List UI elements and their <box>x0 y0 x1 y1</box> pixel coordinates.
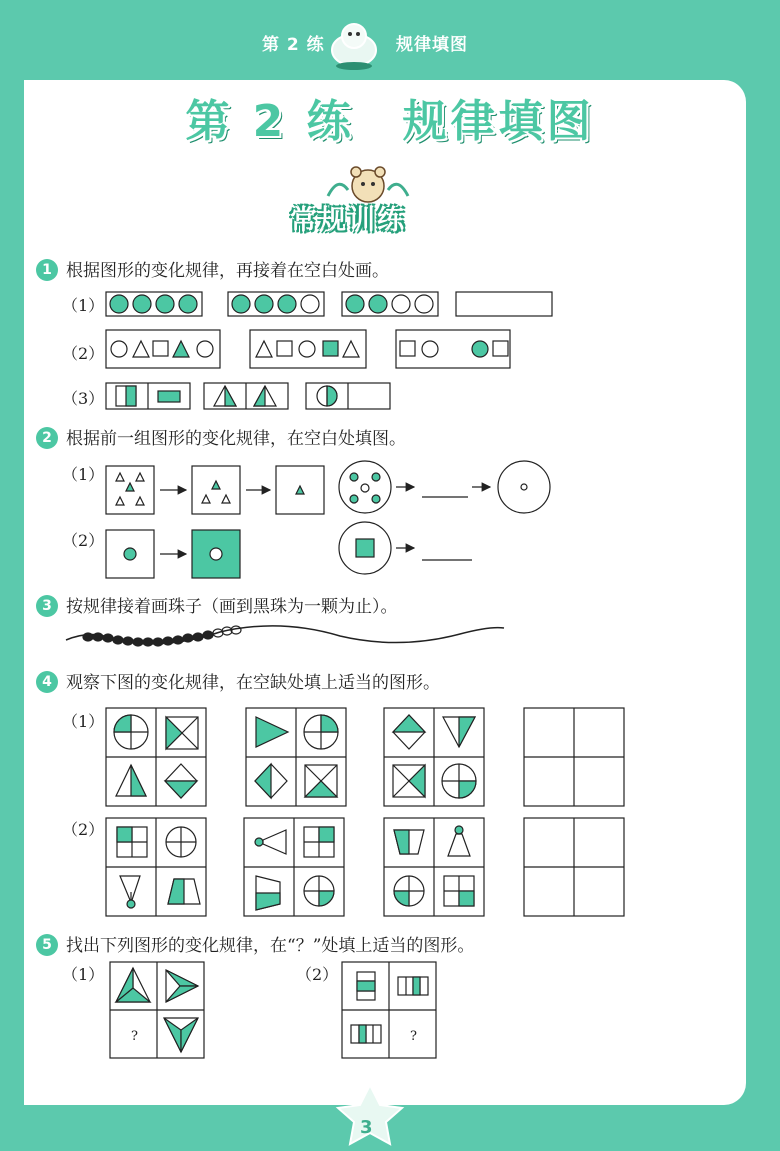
q5-2-question-mark: ? <box>410 1029 417 1044</box>
part-label: （2） <box>62 820 105 839</box>
q1-3-box1 <box>106 383 190 409</box>
q1-1-box3 <box>342 292 438 316</box>
part-label: （1） <box>62 712 105 731</box>
q3-beads <box>66 626 504 646</box>
q1-2-box3 <box>396 330 510 368</box>
header-chapter: 第 2 练 <box>262 35 325 55</box>
question-text: 按规律接着画珠子（画到黑珠为一颗为止）。 <box>66 597 398 617</box>
question-number: 2 <box>36 427 58 449</box>
q1-1-box2 <box>228 292 324 316</box>
q5-1-grid <box>110 962 204 1058</box>
q4-2-grid1 <box>106 818 206 916</box>
question-number: 3 <box>36 595 58 617</box>
part-label: （3） <box>62 389 105 408</box>
part-label: （1） <box>62 296 105 315</box>
part-label: （1） <box>62 465 105 484</box>
q2-2-sequence <box>106 522 472 578</box>
section-title: 常规训练 <box>290 205 406 236</box>
question-number: 1 <box>36 259 58 281</box>
question-number: 5 <box>36 934 58 956</box>
question-text: 根据图形的变化规律，再接着在空白处画。 <box>66 261 389 281</box>
header-topic: 规律填图 <box>396 35 468 55</box>
q5-2-grid <box>342 962 436 1058</box>
q4-2-answer-grid[interactable] <box>524 818 624 916</box>
part-label: （2） <box>62 531 105 550</box>
q2-1-sequence <box>106 461 550 514</box>
question-text: 找出下列图形的变化规律，在“？”处填上适当的图形。 <box>66 936 475 956</box>
question-number: 4 <box>36 671 58 693</box>
q4-1-answer-grid[interactable] <box>524 708 624 806</box>
q4-2-grid3 <box>384 818 484 916</box>
question-text: 根据前一组图形的变化规律，在空白处填图。 <box>66 429 406 449</box>
part-label: （2） <box>62 344 105 363</box>
q4-1-grid2 <box>246 708 346 806</box>
q1-3-box2 <box>204 383 288 409</box>
q1-3-box3 <box>306 383 390 409</box>
q1-2-box1 <box>106 330 220 368</box>
q1-2-box2 <box>250 330 366 368</box>
question-text: 观察下图的变化规律，在空缺处填上适当的图形。 <box>66 673 440 693</box>
page-title: 第 2 练 规律填图 <box>185 96 595 147</box>
page-number: 3 <box>360 1117 373 1138</box>
part-label: （2） <box>296 965 339 984</box>
q4-2-grid2 <box>244 818 344 916</box>
q1-1-box1 <box>106 292 202 316</box>
q1-1-answer-box[interactable] <box>456 292 552 316</box>
part-label: （1） <box>62 965 105 984</box>
q4-1-grid3 <box>384 708 484 806</box>
q4-1-grid1 <box>106 708 206 806</box>
q5-1-question-mark: ? <box>131 1029 138 1044</box>
